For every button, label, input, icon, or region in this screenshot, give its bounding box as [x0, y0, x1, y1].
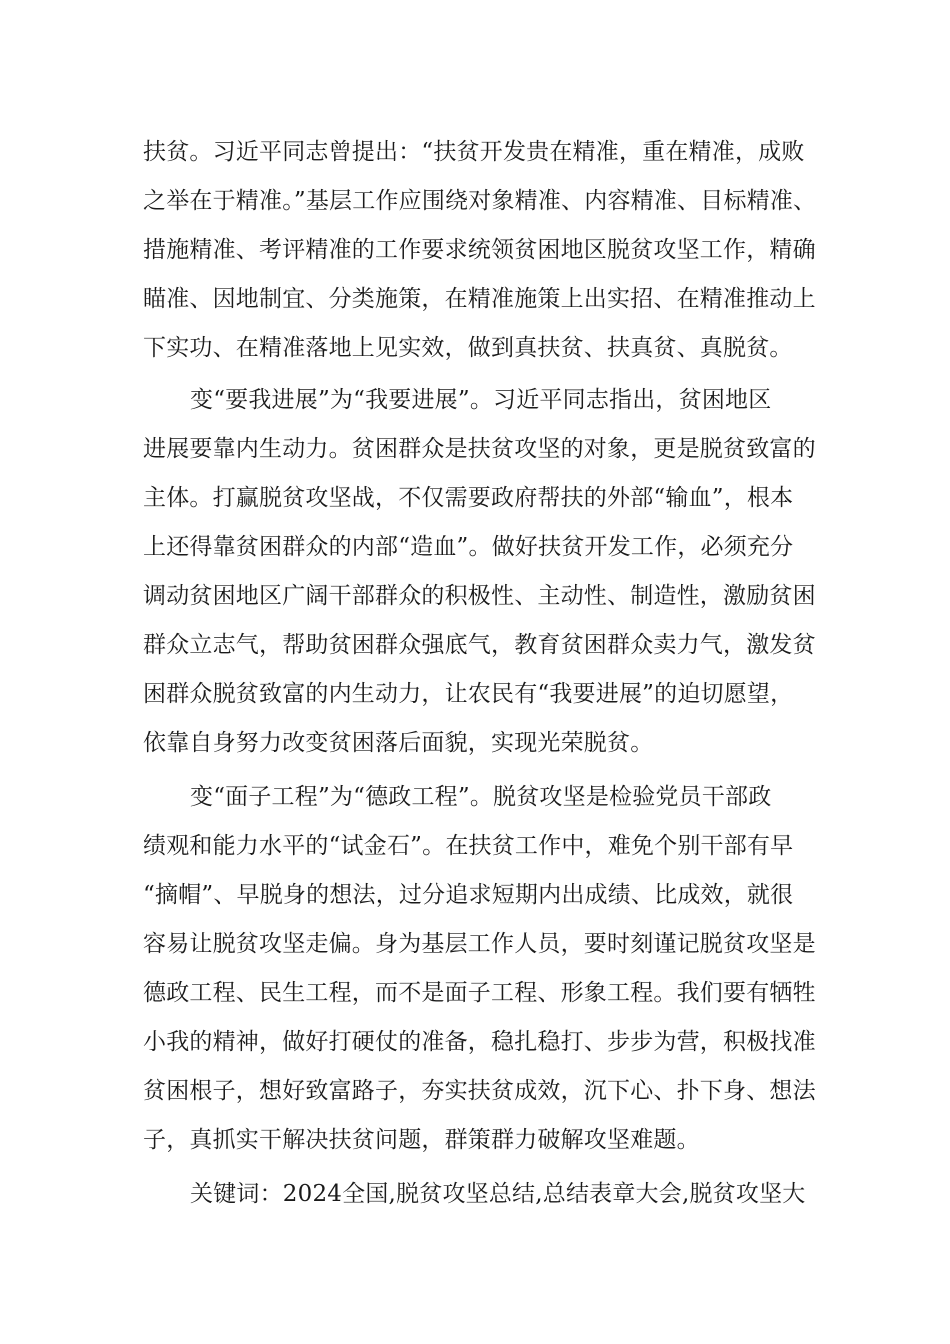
text-line: 贫困根子，想好致富路子，夯实扶贫成效，沉下心、扑下身、想法	[143, 1078, 816, 1104]
text-line: 容易让脱贫攻坚走偏。身为基层工作人员，要时刻谨记脱贫攻坚是	[143, 931, 816, 957]
text-line: “摘帽”、早脱身的想法，过分追求短期内出成绩、比成效，就很	[143, 882, 794, 908]
text-line: 子，真抓实干解决扶贫问题，群策群力破解攻坚难题。	[143, 1127, 700, 1153]
text-line: 进展要靠内生动力。贫困群众是扶贫攻坚的对象，更是脱贫致富的	[143, 436, 816, 462]
text-line: 困群众脱贫致富的内生动力，让农民有“我要进展”的迫切愿望，	[143, 681, 794, 707]
text-line: 扶贫。习近平同志曾提出：“扶贫开发贵在精准，重在精准，成败	[143, 139, 805, 165]
paragraph-start-line: 变“面子工程”为“德政工程”。脱贫攻坚是检验党员干部政	[190, 784, 772, 810]
keywords-line: 关键词：2024全国,脱贫攻坚总结,总结表章大会,脱贫攻坚大	[190, 1181, 806, 1207]
text-line: 之举在于精准。”基层工作应围绕对象精准、内容精准、目标精准、	[143, 188, 817, 214]
text-line: 上还得靠贫困群众的内部“造血”。做好扶贫开发工作，必须充分	[143, 534, 794, 560]
text-line: 群众立志气，帮助贫困群众强底气，教育贫困群众卖力气，激发贫	[143, 632, 816, 658]
text-line: 瞄准、因地制宜、分类施策，在精准施策上出实招、在精准推动上	[143, 286, 816, 312]
text-line: 下实功、在精准落地上见实效，做到真扶贫、扶真贫、真脱贫。	[143, 335, 793, 361]
text-line: 德政工程、民生工程，而不是面子工程、形象工程。我们要有牺牲	[143, 980, 816, 1006]
text-line: 调动贫困地区广阔干部群众的积极性、主动性、制造性，激励贫困	[143, 583, 816, 609]
text-line: 小我的精神，做好打硬仗的准备，稳扎稳打、步步为营，积极找准	[143, 1029, 816, 1055]
text-line: 措施精准、考评精准的工作要求统领贫困地区脱贫攻坚工作，精确	[143, 237, 816, 263]
text-line: 主体。打赢脱贫攻坚战，不仅需要政府帮扶的外部“输血”，根本	[143, 485, 794, 511]
text-line: 依靠自身努力改变贫困落后面貌，实现光荣脱贫。	[143, 730, 654, 756]
text-line: 绩观和能力水平的“试金石”。在扶贫工作中，难免个别干部有早	[143, 833, 794, 859]
paragraph-start-line: 变“要我进展”为“我要进展”。习近平同志指出，贫困地区	[190, 387, 772, 413]
